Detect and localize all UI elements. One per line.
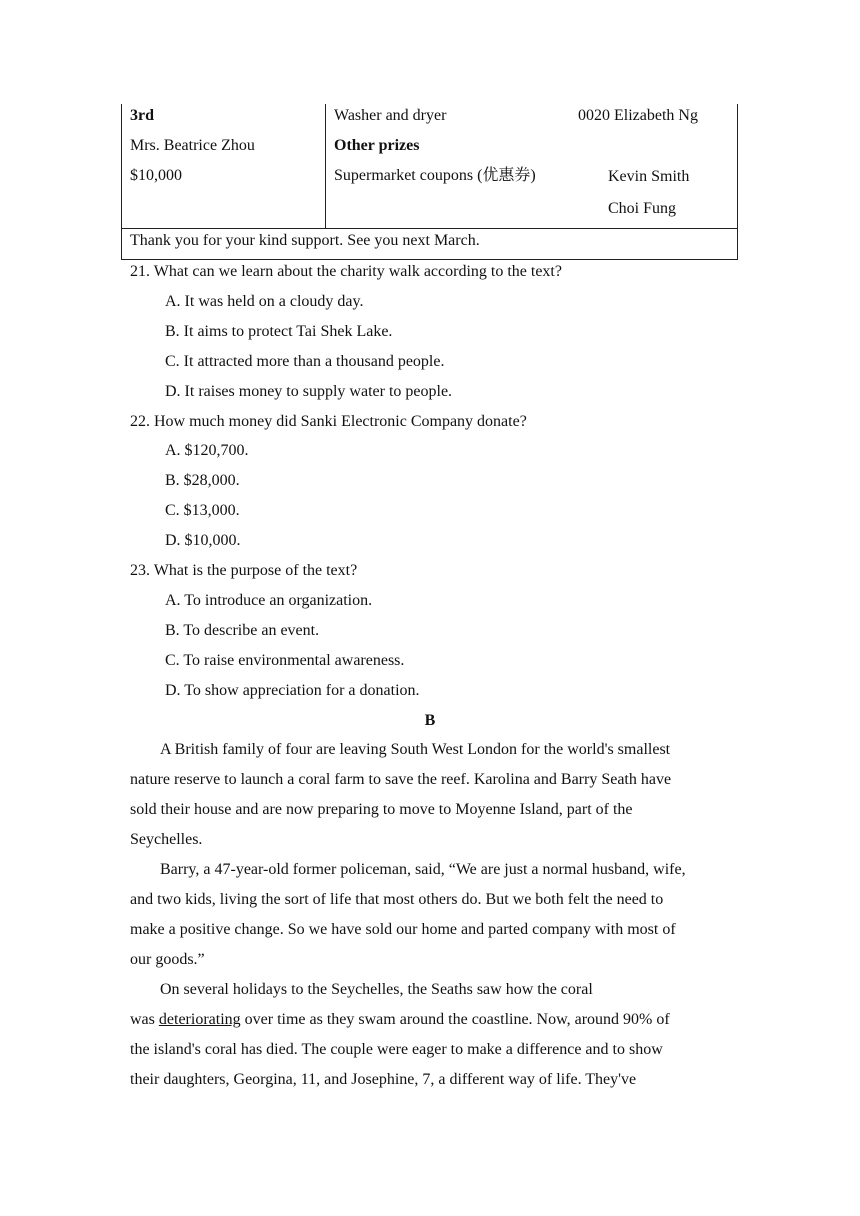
underlined-word: deteriorating (158, 1011, 241, 1028)
text-line: nature reserve to launch a coral farm to save the reef. Karolina and Barry Seath have (130, 771, 672, 788)
question-21: 21. What can we learn about the charity walk according to the text? (130, 263, 562, 280)
text-line: A British family of four are leaving South West London for the world's smallest (160, 741, 671, 758)
option-23c: C. To raise environmental awareness. (165, 652, 405, 669)
rank-label: 3rd (130, 107, 154, 124)
option-22b: B. $28,000. (165, 472, 240, 489)
option-22c: C. $13,000. (165, 502, 240, 519)
option-22a: A. $120,700. (165, 442, 249, 459)
footer-row (122, 229, 738, 260)
section-heading: B (424, 712, 436, 729)
winner-cell (122, 104, 326, 229)
prize-item: Supermarket coupons (优惠券) (334, 167, 536, 184)
text-line: the island's coral has died. The couple were eager to make a difference and to show (130, 1041, 663, 1058)
text-line: Barry, a 47-year-old former policeman, said, “We are just a normal husband, wife, (160, 861, 686, 878)
text-span: over time as they swam around the coastline. Now, around 90% of (240, 1011, 670, 1028)
paragraph-3 (130, 975, 740, 1095)
prize-winner: Kevin Smith (608, 168, 690, 185)
option-23a: A. To introduce an organization. (165, 592, 373, 609)
option-21a: A. It was held on a cloudy day. (165, 293, 364, 310)
text-line: On several holidays to the Seychelles, the Seaths saw how the coral (160, 981, 593, 998)
text-line: sold their house and are now preparing to move to Moyenne Island, part of the (130, 801, 633, 818)
text-line (130, 1005, 740, 1035)
text-line: their daughters, Georgina, 11, and Josephine, 7, a different way of life. They've (130, 1071, 637, 1088)
option-21d: D. It raises money to supply water to people. (165, 383, 453, 400)
other-prizes-heading: Other prizes (334, 137, 420, 154)
footer-cell (122, 229, 738, 260)
option-22d: D. $10,000. (165, 532, 241, 549)
prize-row (122, 104, 738, 229)
prize-winner: Choi Fung (608, 200, 677, 217)
text-line: Seychelles. (130, 831, 203, 848)
prizes-cell (326, 104, 738, 229)
question-22: 22. How much money did Sanki Electronic Company donate? (130, 413, 527, 430)
winner-name: Mrs. Beatrice Zhou (130, 137, 255, 154)
prize-table (121, 104, 738, 260)
text-line: and two kids, living the sort of life that most others do. But we both felt the need to (130, 891, 664, 908)
option-21c: C. It attracted more than a thousand people. (165, 353, 445, 370)
question-23: 23. What is the purpose of the text? (130, 562, 358, 579)
option-23d: D. To show appreciation for a donation. (165, 682, 420, 699)
prize-item: Washer and dryer (334, 107, 447, 124)
thank-you-text: Thank you for your kind support. See you next March. (130, 232, 480, 249)
prize-winner: 0020 Elizabeth Ng (578, 107, 698, 124)
paragraph-1 (130, 735, 740, 855)
winner-amount: $10,000 (130, 167, 182, 184)
option-23b: B. To describe an event. (165, 622, 320, 639)
text-line: our goods.” (130, 951, 205, 968)
text-span: was (130, 1011, 159, 1028)
text-line: make a positive change. So we have sold our home and parted company with most of (130, 921, 676, 938)
paragraph-2 (130, 855, 740, 975)
option-21b: B. It aims to protect Tai Shek Lake. (165, 323, 393, 340)
